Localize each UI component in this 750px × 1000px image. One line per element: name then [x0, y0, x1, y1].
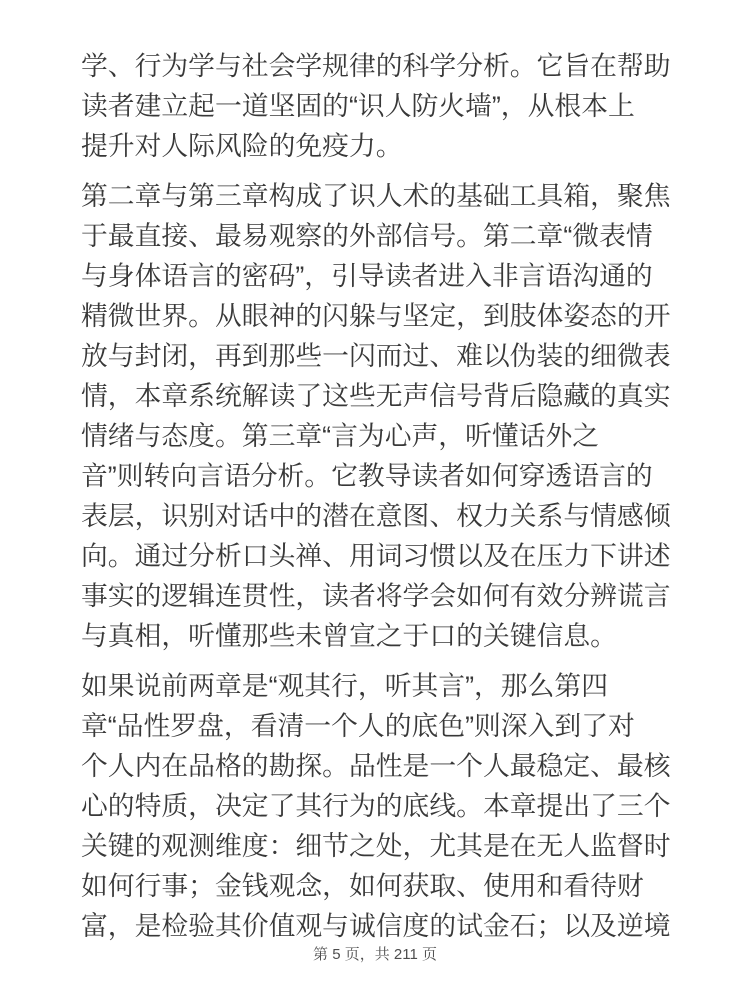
text-line: 提升对人际风险的免疫力。	[81, 131, 403, 161]
paragraph	[81, 666, 681, 946]
text-line: 事实的逻辑连贯性，读者将学会如何有效分辨谎言	[81, 581, 671, 611]
text-line: 与身体语言的密码”，引导读者进入非言语沟通的	[81, 261, 653, 291]
text-line: 如果说前两章是“观其行，听其言”，那么第四	[81, 671, 608, 701]
text-line: 读者建立起一道坚固的“识人防火墙”，从根本上	[81, 91, 635, 121]
text-line: 学、行为学与社会学规律的科学分析。它旨在帮助	[81, 51, 671, 81]
text-line: 如何行事；金钱观念，如何获取、使用和看待财	[81, 871, 644, 901]
text-line: 与真相，听懂那些未曾宣之于口的关键信息。	[81, 621, 617, 651]
text-line: 于最直接、最易观察的外部信号。第二章“微表情	[81, 221, 653, 251]
text-line: 精微世界。从眼神的闪躲与坚定，到肢体姿态的开	[81, 301, 671, 331]
text-line: 放与封闭，再到那些一闪而过、难以伪装的细微表	[81, 341, 671, 371]
text-line: 心的特质，决定了其行为的底线。本章提出了三个	[81, 791, 671, 821]
text-line: 个人内在品格的勘探。品性是一个人最稳定、最核	[81, 751, 671, 781]
text-line: 富，是检验其价值观与诚信度的试金石；以及逆境	[81, 911, 671, 941]
text-line: 关键的观测维度：细节之处，尤其是在无人监督时	[81, 831, 671, 861]
text-line: 情，本章系统解读了这些无声信号背后隐藏的真实	[81, 381, 671, 411]
text-line: 第二章与第三章构成了识人术的基础工具箱，聚焦	[81, 181, 671, 211]
text-line: 音”则转向言语分析。它教导读者如何穿透语言的	[81, 461, 653, 491]
text-line: 表层，识别对话中的潜在意图、权力关系与情感倾	[81, 501, 671, 531]
text-line: 向。通过分析口头禅、用词习惯以及在压力下讲述	[81, 541, 671, 571]
paragraph	[81, 46, 681, 166]
text-line: 章“品性罗盘，看清一个人的底色”则深入到了对	[81, 711, 635, 741]
body-text	[81, 46, 681, 956]
paragraph	[81, 176, 681, 656]
text-line: 情绪与态度。第三章“言为心声，听懂话外之	[81, 421, 600, 451]
page-number: 第 5 页，共 211 页	[313, 946, 437, 963]
